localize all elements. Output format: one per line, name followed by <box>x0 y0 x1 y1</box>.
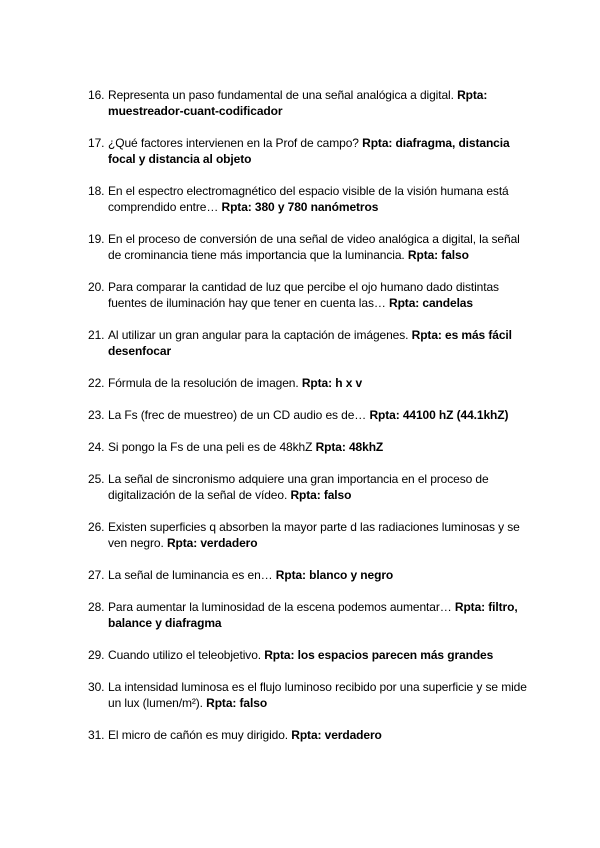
question-item <box>88 279 528 311</box>
answer-text: Rpta: diafragma, distancia focal y distancia al objeto <box>108 136 510 166</box>
answer-text: Rpta: falso <box>206 696 268 710</box>
question-number: 30. <box>88 680 105 694</box>
question-item <box>88 87 528 119</box>
answer-text: Rpta: blanco y negro <box>275 568 394 582</box>
question-text: La señal de sincronismo adquiere una gran importancia en el proceso de digitalización de la señal de vídeo. <box>108 472 489 502</box>
question-number: 23. <box>88 408 105 422</box>
question-item <box>88 231 528 263</box>
question-text: Existen superficies q absorben la mayor parte d las radiaciones luminosas y se ven negro. <box>108 520 520 550</box>
question-list <box>88 87 528 759</box>
question-number: 17. <box>88 136 105 150</box>
question-item <box>88 567 528 583</box>
answer-text: Rpta: muestreador-cuant-codificador <box>108 88 488 118</box>
question-item <box>88 471 528 503</box>
question-number: 31. <box>88 728 105 742</box>
question-number: 24. <box>88 440 105 454</box>
question-text: La intensidad luminosa es el flujo luminoso recibido por una superficie y se mide un lux (lumen/m²). <box>108 680 527 710</box>
question-item <box>88 599 528 631</box>
question-text: Para aumentar la luminosidad de la escena podemos aumentar… <box>108 600 452 614</box>
question-item <box>88 647 528 663</box>
question-number: 19. <box>88 232 105 246</box>
question-number: 26. <box>88 520 105 534</box>
answer-text: Rpta: verdadero <box>291 728 382 742</box>
question-text: Al utilizar un gran angular para la captación de imágenes. <box>108 328 409 342</box>
answer-text: Rpta: 380 y 780 nanómetros <box>221 200 379 214</box>
answer-text: Rpta: es más fácil desenfocar <box>108 328 512 358</box>
answer-text: Rpta: 44100 hZ (44.1khZ) <box>369 408 509 422</box>
question-text: En el proceso de conversión de una señal de video analógica a digital, la señal de crominancia tiene más importancia que la luminancia. <box>108 232 520 262</box>
question-item <box>88 327 528 359</box>
question-text: Para comparar la cantidad de luz que percibe el ojo humano dado distintas fuentes de iluminación hay que tener en cuenta las… <box>108 280 499 310</box>
question-text: Fórmula de la resolución de imagen. <box>108 376 299 390</box>
question-number: 27. <box>88 568 105 582</box>
answer-text: Rpta: filtro, balance y diafragma <box>108 600 518 630</box>
question-number: 25. <box>88 472 105 486</box>
question-number: 20. <box>88 280 105 294</box>
question-item <box>88 439 528 455</box>
question-item <box>88 679 528 711</box>
question-text: Cuando utilizo el teleobjetivo. <box>108 648 261 662</box>
answer-text: Rpta: falso <box>407 248 469 262</box>
question-item <box>88 183 528 215</box>
question-text: ¿Qué factores intervienen en la Prof de campo? <box>108 136 359 150</box>
question-number: 21. <box>88 328 105 342</box>
question-item <box>88 519 528 551</box>
question-item <box>88 135 528 167</box>
question-number: 22. <box>88 376 105 390</box>
question-item <box>88 375 528 391</box>
question-text: La señal de luminancia es en… <box>108 568 273 582</box>
answer-text: Rpta: 48khZ <box>315 440 384 454</box>
question-text: Si pongo la Fs de una peli es de 48khZ <box>108 440 313 454</box>
answer-text: Rpta: verdadero <box>166 536 258 550</box>
question-number: 29. <box>88 648 105 662</box>
question-number: 16. <box>88 88 105 102</box>
answer-text: Rpta: los espacios parecen más grandes <box>264 648 494 662</box>
question-number: 18. <box>88 184 105 198</box>
question-number: 28. <box>88 600 105 614</box>
question-item <box>88 727 528 743</box>
answer-text: Rpta: falso <box>290 488 352 502</box>
question-text: En el espectro electromagnético del espacio visible de la visión humana está comprendido entre… <box>108 184 509 214</box>
question-text: El micro de cañón es muy dirigido. <box>108 728 289 742</box>
question-text: La Fs (frec de muestreo) de un CD audio es de… <box>108 408 367 422</box>
answer-text: Rpta: candelas <box>389 296 473 310</box>
question-text: Representa un paso fundamental de una señal analógica a digital. <box>108 88 454 102</box>
answer-text: Rpta: h x v <box>301 376 363 390</box>
question-item <box>88 407 528 423</box>
